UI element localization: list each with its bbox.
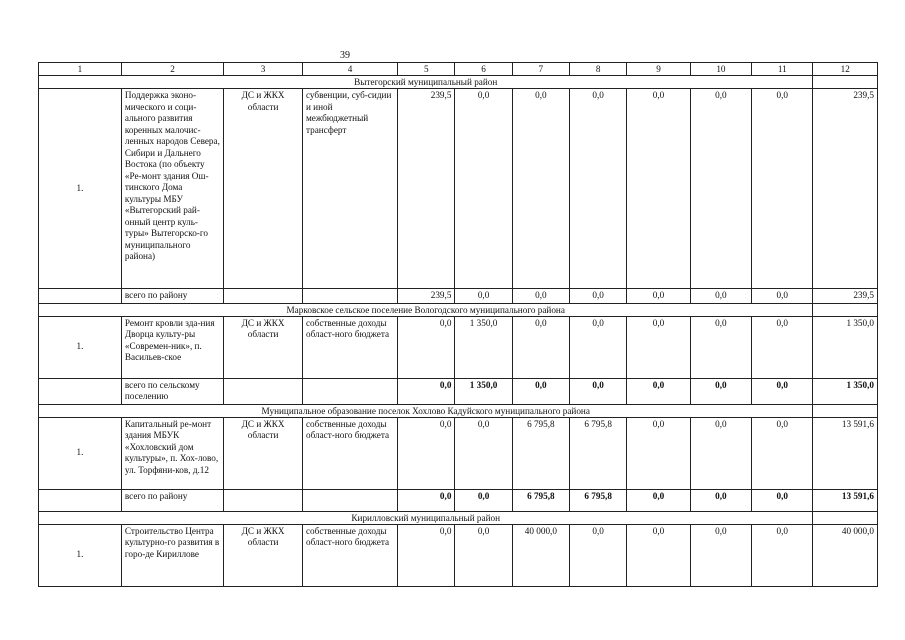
column-header: 2 xyxy=(121,63,223,76)
value-cell: 0,0 xyxy=(690,417,751,489)
total-value-cell: 0,0 xyxy=(690,489,751,511)
column-header: 11 xyxy=(752,63,813,76)
total-value-cell: 239,5 xyxy=(398,289,455,304)
total-value-cell: 1 350,0 xyxy=(455,378,512,404)
value-cell: 0,0 xyxy=(570,524,627,586)
column-header: 9 xyxy=(627,63,690,76)
total-value-cell: 0,0 xyxy=(690,378,751,404)
column-header: 6 xyxy=(455,63,512,76)
value-cell: 0,0 xyxy=(398,524,455,586)
budget-table xyxy=(38,62,878,587)
value-cell: 0,0 xyxy=(627,417,690,489)
value-cell: 1 350,0 xyxy=(455,316,512,378)
total-number-spacer xyxy=(39,378,122,404)
object-name: Строительство Центра культурно-го развития в горо-де Кириллове xyxy=(121,524,223,586)
value-cell: 0,0 xyxy=(690,524,751,586)
total-value-cell: 0,0 xyxy=(690,289,751,304)
total-label: всего по району xyxy=(121,289,223,304)
value-cell: 6 795,8 xyxy=(570,417,627,489)
row-number: 1. xyxy=(39,89,122,289)
value-cell: 0,0 xyxy=(398,316,455,378)
section-title: Кирилловский муниципальный район xyxy=(39,511,813,524)
value-cell: 13 591,6 xyxy=(813,417,878,489)
total-value-cell: 0,0 xyxy=(627,378,690,404)
row-number: 1. xyxy=(39,316,122,378)
section-title-row xyxy=(39,404,878,417)
total-source-spacer xyxy=(302,289,397,304)
total-value-cell: 0,0 xyxy=(512,378,569,404)
total-executor-spacer xyxy=(224,378,303,404)
value-cell: 40 000,0 xyxy=(813,524,878,586)
total-label: всего по сельскому поселению xyxy=(121,378,223,404)
total-value-cell: 6 795,8 xyxy=(512,489,569,511)
funding-source: субвенции, суб-сидии и иной межбюджетный трансферт xyxy=(302,89,397,289)
value-cell: 1 350,0 xyxy=(813,316,878,378)
object-name: Ремонт кровли зда-ния Дворца культу-ры «Современ-ник», п. Васильев-ское xyxy=(121,316,223,378)
section-title-spacer xyxy=(813,404,878,417)
page-number: 39 xyxy=(340,50,350,61)
value-cell: 239,5 xyxy=(813,89,878,289)
value-cell: 0,0 xyxy=(512,316,569,378)
section-title: Муниципальное образование поселок Хохлово Кадуйского муниципального района xyxy=(39,404,813,417)
column-header: 7 xyxy=(512,63,569,76)
section-title-spacer xyxy=(813,303,878,316)
total-row xyxy=(39,289,878,304)
section-title: Вытегорский муниципальный район xyxy=(39,76,813,89)
section-title: Марковское сельское поселение Вологодского муниципального района xyxy=(39,303,813,316)
column-header: 5 xyxy=(398,63,455,76)
total-number-spacer xyxy=(39,489,122,511)
table-row xyxy=(39,89,878,289)
value-cell: 0,0 xyxy=(512,89,569,289)
total-value-cell: 0,0 xyxy=(398,489,455,511)
value-cell: 0,0 xyxy=(455,524,512,586)
total-label: всего по району xyxy=(121,489,223,511)
total-value-cell: 13 591,6 xyxy=(813,489,878,511)
row-number: 1. xyxy=(39,417,122,489)
total-source-spacer xyxy=(302,489,397,511)
column-header: 10 xyxy=(690,63,751,76)
object-name: Поддержка эконо-мического и соци-ального развития коренных малочис-ленных народов Севера, Сибири и Дальнего Востока (по объекту «Ре-монт здания Ош-тинского Дома культуры МБУ «Вытегорский рай-онный центр куль-туры» Вытегорско-го муниципального района) xyxy=(121,89,223,289)
column-header: 8 xyxy=(570,63,627,76)
value-cell: 0,0 xyxy=(627,316,690,378)
value-cell: 0,0 xyxy=(752,89,813,289)
executor: ДС и ЖКХ области xyxy=(224,89,303,289)
total-value-cell: 6 795,8 xyxy=(570,489,627,511)
total-value-cell: 0,0 xyxy=(512,289,569,304)
column-header: 1 xyxy=(39,63,122,76)
total-value-cell: 0,0 xyxy=(752,289,813,304)
column-header-row xyxy=(39,63,878,76)
executor: ДС и ЖКХ области xyxy=(224,524,303,586)
row-number: 1. xyxy=(39,524,122,586)
section-title-spacer xyxy=(813,76,878,89)
total-value-cell: 0,0 xyxy=(752,489,813,511)
value-cell: 0,0 xyxy=(455,417,512,489)
object-name: Капитальный ре-монт здания МБУК «Хохловский дом культуры», п. Хох-лово, ул. Торфяни-ков, д.12 xyxy=(121,417,223,489)
section-title-row xyxy=(39,511,878,524)
column-header: 12 xyxy=(813,63,878,76)
funding-source: собственные доходы област-ного бюджета xyxy=(302,524,397,586)
total-row xyxy=(39,378,878,404)
table-row xyxy=(39,316,878,378)
table-row xyxy=(39,417,878,489)
column-header: 3 xyxy=(224,63,303,76)
value-cell: 239,5 xyxy=(398,89,455,289)
section-title-row xyxy=(39,76,878,89)
value-cell: 0,0 xyxy=(752,417,813,489)
total-value-cell: 0,0 xyxy=(627,289,690,304)
total-executor-spacer xyxy=(224,489,303,511)
total-value-cell: 0,0 xyxy=(455,289,512,304)
value-cell: 0,0 xyxy=(627,89,690,289)
total-number-spacer xyxy=(39,289,122,304)
total-value-cell: 0,0 xyxy=(570,289,627,304)
total-row xyxy=(39,489,878,511)
total-source-spacer xyxy=(302,378,397,404)
value-cell: 0,0 xyxy=(398,417,455,489)
value-cell: 0,0 xyxy=(570,316,627,378)
section-title-spacer xyxy=(813,511,878,524)
table-row xyxy=(39,524,878,586)
section-title-row xyxy=(39,303,878,316)
funding-source: собственные доходы област-ного бюджета xyxy=(302,417,397,489)
total-value-cell: 239,5 xyxy=(813,289,878,304)
total-value-cell: 1 350,0 xyxy=(813,378,878,404)
value-cell: 0,0 xyxy=(690,89,751,289)
total-value-cell: 0,0 xyxy=(455,489,512,511)
total-value-cell: 0,0 xyxy=(398,378,455,404)
value-cell: 0,0 xyxy=(455,89,512,289)
value-cell: 0,0 xyxy=(570,89,627,289)
value-cell: 0,0 xyxy=(752,316,813,378)
value-cell: 0,0 xyxy=(690,316,751,378)
total-value-cell: 0,0 xyxy=(570,378,627,404)
executor: ДС и ЖКХ области xyxy=(224,316,303,378)
total-value-cell: 0,0 xyxy=(752,378,813,404)
value-cell: 6 795,8 xyxy=(512,417,569,489)
column-header: 4 xyxy=(302,63,397,76)
total-executor-spacer xyxy=(224,289,303,304)
total-value-cell: 0,0 xyxy=(627,489,690,511)
executor: ДС и ЖКХ области xyxy=(224,417,303,489)
value-cell: 0,0 xyxy=(752,524,813,586)
value-cell: 0,0 xyxy=(627,524,690,586)
value-cell: 40 000,0 xyxy=(512,524,569,586)
funding-source: собственные доходы област-ного бюджета xyxy=(302,316,397,378)
